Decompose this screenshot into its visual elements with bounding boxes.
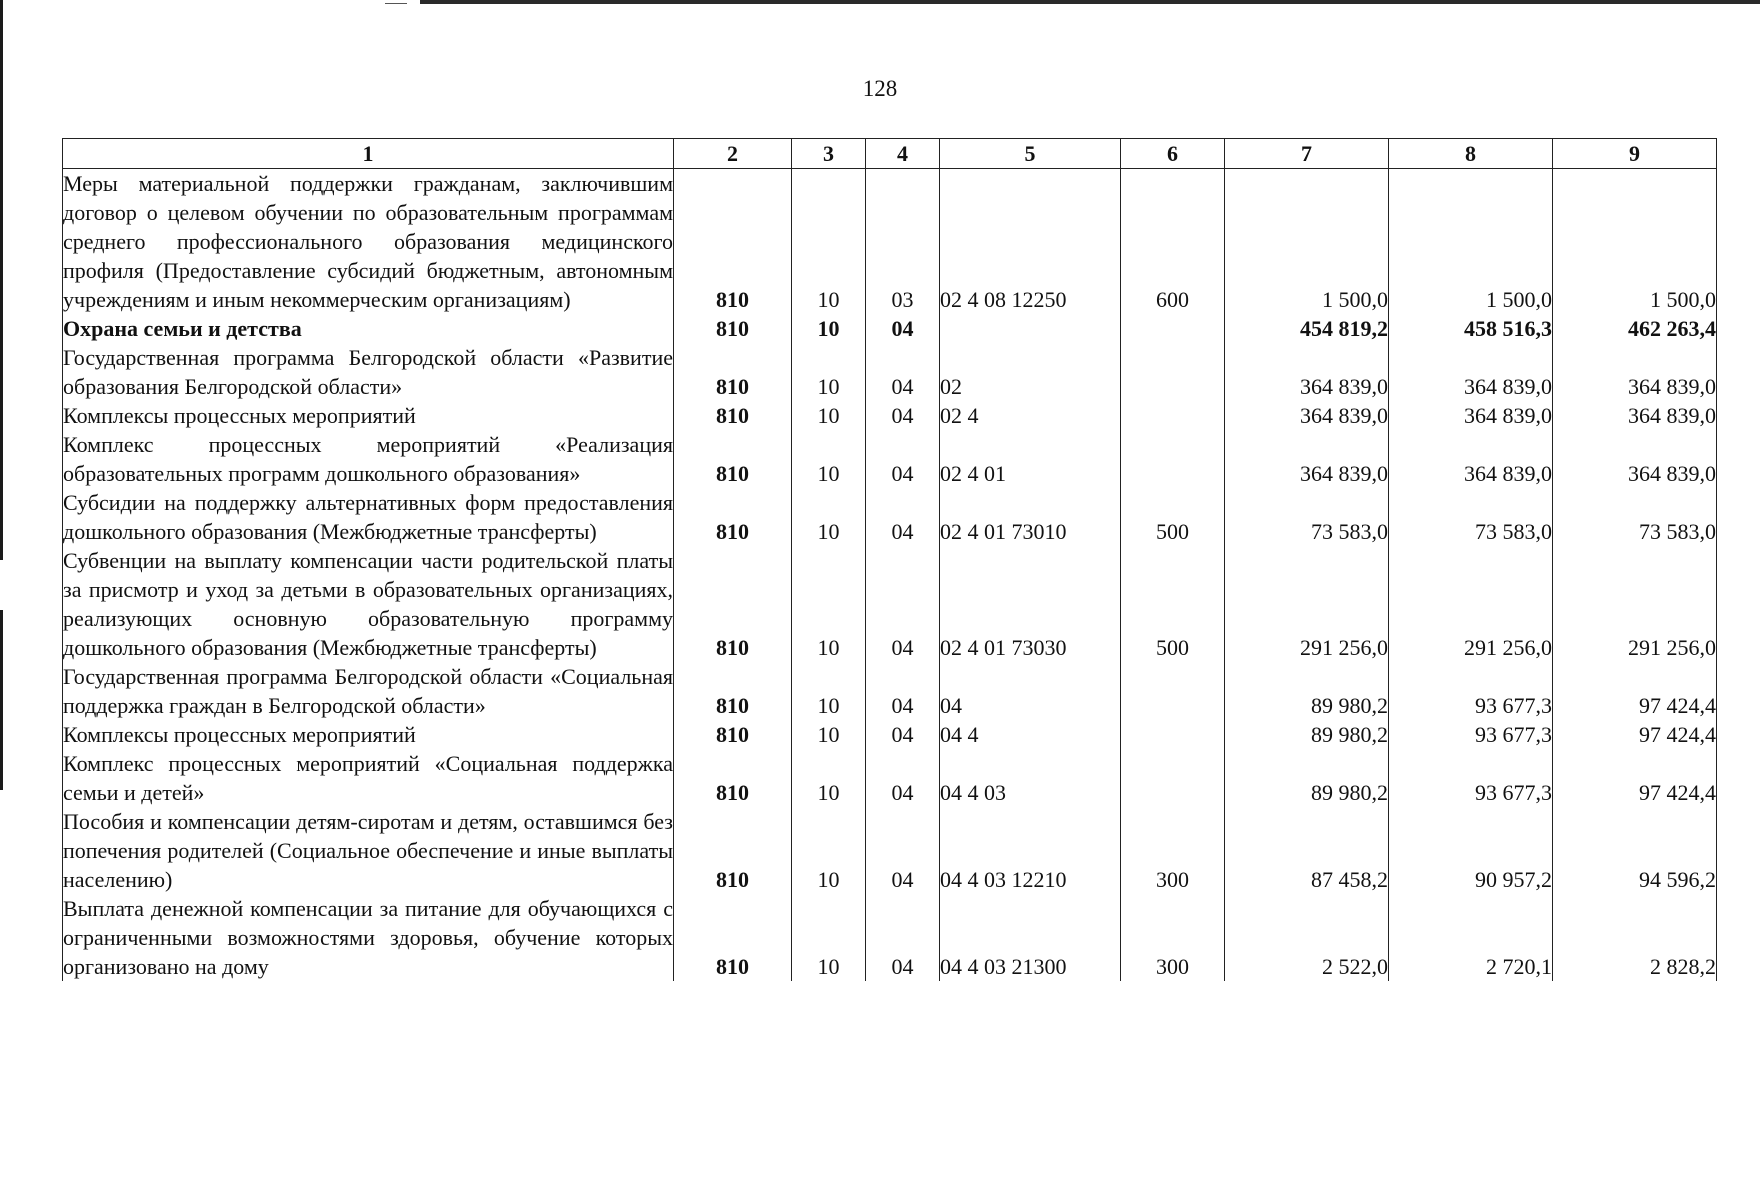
ministry-code: 810 xyxy=(674,720,792,749)
amount-col-8: 1 500,0 xyxy=(1389,169,1553,315)
column-header-6: 6 xyxy=(1121,139,1225,169)
amount-col-8: 93 677,3 xyxy=(1389,720,1553,749)
expense-type-code xyxy=(1121,314,1225,343)
section-code: 10 xyxy=(792,894,866,981)
column-header-4: 4 xyxy=(866,139,940,169)
section-code: 10 xyxy=(792,546,866,662)
table-row xyxy=(63,401,1717,430)
scan-mark-top xyxy=(385,3,407,4)
target-article-code: 02 4 01 73030 xyxy=(940,546,1121,662)
target-article-code: 04 xyxy=(940,662,1121,720)
row-description: Пособия и компенсации детям-сиротам и детям, оставшимся без попечения родителей (Социальное обеспечение и иные выплаты населению) xyxy=(63,809,673,892)
amount-col-8: 73 583,0 xyxy=(1389,488,1553,546)
amount-col-8: 364 839,0 xyxy=(1389,401,1553,430)
amount-col-9: 73 583,0 xyxy=(1553,488,1717,546)
ministry-code: 810 xyxy=(674,894,792,981)
amount-col-9: 97 424,4 xyxy=(1553,662,1717,720)
column-header-9: 9 xyxy=(1553,139,1717,169)
amount-col-8: 458 516,3 xyxy=(1389,314,1553,343)
table-row xyxy=(63,807,1717,894)
subsection-code: 04 xyxy=(866,314,940,343)
table-row xyxy=(63,894,1717,981)
amount-col-7: 89 980,2 xyxy=(1225,662,1389,720)
subsection-code: 04 xyxy=(866,662,940,720)
target-article-code: 02 4 01 73010 xyxy=(940,488,1121,546)
subsection-code: 04 xyxy=(866,720,940,749)
table-row xyxy=(63,314,1717,343)
scan-edge-top xyxy=(420,0,1760,4)
amount-col-8: 291 256,0 xyxy=(1389,546,1553,662)
column-header-8: 8 xyxy=(1389,139,1553,169)
expense-type-code xyxy=(1121,662,1225,720)
ministry-code: 810 xyxy=(674,488,792,546)
row-description: Субвенции на выплату компенсации части родительской платы за присмотр и уход за детьми в образовательных организациях, реализующих основную образовательную программу дошкольного образования (Межбюджетные трансферты) xyxy=(63,548,673,660)
subsection-code: 04 xyxy=(866,343,940,401)
amount-col-8: 364 839,0 xyxy=(1389,430,1553,488)
amount-col-8: 90 957,2 xyxy=(1389,807,1553,894)
section-code: 10 xyxy=(792,314,866,343)
amount-col-7: 89 980,2 xyxy=(1225,720,1389,749)
budget-table xyxy=(62,138,1717,981)
column-header-7: 7 xyxy=(1225,139,1389,169)
expense-type-code: 600 xyxy=(1121,169,1225,315)
expense-type-code xyxy=(1121,720,1225,749)
column-header-1: 1 xyxy=(63,139,674,169)
ministry-code: 810 xyxy=(674,807,792,894)
ministry-code: 810 xyxy=(674,343,792,401)
column-header-5: 5 xyxy=(940,139,1121,169)
subsection-code: 04 xyxy=(866,488,940,546)
target-article-code: 04 4 03 12210 xyxy=(940,807,1121,894)
amount-col-9: 364 839,0 xyxy=(1553,430,1717,488)
amount-col-9: 97 424,4 xyxy=(1553,749,1717,807)
expense-type-code: 500 xyxy=(1121,488,1225,546)
ministry-code: 810 xyxy=(674,749,792,807)
subsection-code: 04 xyxy=(866,430,940,488)
amount-col-8: 93 677,3 xyxy=(1389,749,1553,807)
expense-type-code xyxy=(1121,343,1225,401)
amount-col-7: 1 500,0 xyxy=(1225,169,1389,315)
section-code: 10 xyxy=(792,430,866,488)
subsection-code: 04 xyxy=(866,546,940,662)
subsection-code: 03 xyxy=(866,169,940,315)
amount-col-9: 2 828,2 xyxy=(1553,894,1717,981)
target-article-code: 02 xyxy=(940,343,1121,401)
target-article-code: 04 4 03 xyxy=(940,749,1121,807)
target-article-code: 04 4 xyxy=(940,720,1121,749)
row-description: Комплексы процессных мероприятий xyxy=(63,720,674,749)
amount-col-9: 97 424,4 xyxy=(1553,720,1717,749)
target-article-code: 02 4 01 xyxy=(940,430,1121,488)
row-description: Меры материальной поддержки гражданам, заключившим договор о целевом обучении по образовательным программам среднего профессионального образования медицинского профиля (Предоставление субсидий бюджетным, автономным учреждениям и иным некоммерческим организациям) xyxy=(63,169,674,315)
amount-col-7: 454 819,2 xyxy=(1225,314,1389,343)
amount-col-9: 364 839,0 xyxy=(1553,401,1717,430)
table-row xyxy=(63,720,1717,749)
amount-col-9: 462 263,4 xyxy=(1553,314,1717,343)
section-code: 10 xyxy=(792,488,866,546)
row-description: Субсидии на поддержку альтернативных форм предоставления дошкольного образования (Межбюджетные трансферты) xyxy=(63,490,673,544)
amount-col-7: 89 980,2 xyxy=(1225,749,1389,807)
amount-col-7: 364 839,0 xyxy=(1225,343,1389,401)
table-row xyxy=(63,488,1717,546)
row-description: Комплекс процессных мероприятий «Реализация образовательных программ дошкольного образования» xyxy=(63,432,673,486)
scan-edge-left-lower xyxy=(0,610,3,790)
ministry-code: 810 xyxy=(674,169,792,315)
amount-col-7: 364 839,0 xyxy=(1225,401,1389,430)
subsection-code: 04 xyxy=(866,807,940,894)
subsection-code: 04 xyxy=(866,749,940,807)
amount-col-9: 291 256,0 xyxy=(1553,546,1717,662)
subsection-code: 04 xyxy=(866,401,940,430)
row-description: Выплата денежной компенсации за питание для обучающихся с ограниченными возможностями здоровья, обучение которых организовано на дому xyxy=(63,896,673,979)
expense-type-code xyxy=(1121,749,1225,807)
column-header-3: 3 xyxy=(792,139,866,169)
amount-col-9: 94 596,2 xyxy=(1553,807,1717,894)
ministry-code: 810 xyxy=(674,662,792,720)
subsection-code: 04 xyxy=(866,894,940,981)
amount-col-9: 364 839,0 xyxy=(1553,343,1717,401)
amount-col-7: 87 458,2 xyxy=(1225,807,1389,894)
row-description: Охрана семьи и детства xyxy=(63,314,674,343)
row-description: Комплексы процессных мероприятий xyxy=(63,401,674,430)
target-article-code: 02 4 08 12250 xyxy=(940,169,1121,315)
expense-type-code: 300 xyxy=(1121,807,1225,894)
table-row xyxy=(63,546,1717,662)
section-code: 10 xyxy=(792,720,866,749)
amount-col-9: 1 500,0 xyxy=(1553,169,1717,315)
section-code: 10 xyxy=(792,169,866,315)
column-header-2: 2 xyxy=(674,139,792,169)
amount-col-7: 291 256,0 xyxy=(1225,546,1389,662)
target-article-code: 02 4 xyxy=(940,401,1121,430)
expense-type-code xyxy=(1121,401,1225,430)
ministry-code: 810 xyxy=(674,401,792,430)
table-row xyxy=(63,343,1717,401)
target-article-code xyxy=(940,314,1121,343)
section-code: 10 xyxy=(792,401,866,430)
amount-col-8: 364 839,0 xyxy=(1389,343,1553,401)
ministry-code: 810 xyxy=(674,430,792,488)
amount-col-7: 364 839,0 xyxy=(1225,430,1389,488)
table-row xyxy=(63,749,1717,807)
row-description: Государственная программа Белгородской области «Социальная поддержка граждан в Белгородской области» xyxy=(63,664,673,718)
amount-col-7: 73 583,0 xyxy=(1225,488,1389,546)
expense-type-code: 300 xyxy=(1121,894,1225,981)
row-description: Государственная программа Белгородской области «Развитие образования Белгородской области» xyxy=(63,345,673,399)
ministry-code: 810 xyxy=(674,314,792,343)
ministry-code: 810 xyxy=(674,546,792,662)
row-description: Комплекс процессных мероприятий «Социальная поддержка семьи и детей» xyxy=(63,751,673,805)
table-row xyxy=(63,662,1717,720)
table-header-row xyxy=(63,139,1717,169)
section-code: 10 xyxy=(792,662,866,720)
section-code: 10 xyxy=(792,749,866,807)
amount-col-8: 93 677,3 xyxy=(1389,662,1553,720)
section-code: 10 xyxy=(792,343,866,401)
table-row xyxy=(63,430,1717,488)
amount-col-8: 2 720,1 xyxy=(1389,894,1553,981)
target-article-code: 04 4 03 21300 xyxy=(940,894,1121,981)
table-body xyxy=(63,169,1717,982)
section-code: 10 xyxy=(792,807,866,894)
expense-type-code: 500 xyxy=(1121,546,1225,662)
page-number: 128 xyxy=(862,76,898,101)
expense-type-code xyxy=(1121,430,1225,488)
table-row xyxy=(63,169,1717,315)
amount-col-7: 2 522,0 xyxy=(1225,894,1389,981)
